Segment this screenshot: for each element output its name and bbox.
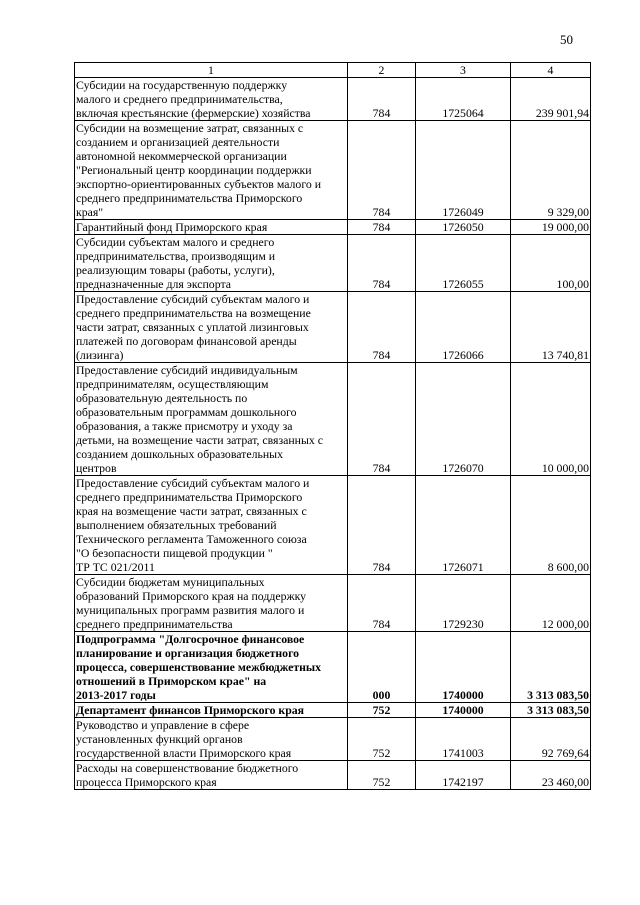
row-name: Субсидии субъектам малого и среднего предпринимательства, производящим и реализующим товары (работы, услуги), предназначенные для экспорта [75,235,348,292]
row-amount: 9 329,00 [511,121,591,220]
column-header-3: 3 [416,63,511,78]
row-amount: 3 313 083,50 [511,703,591,718]
row-amount: 19 000,00 [511,220,591,235]
row-amount: 239 901,94 [511,78,591,121]
row-name: Расходы на совершенствование бюджетного процесса Приморского края [75,761,348,790]
column-header-2: 2 [348,63,416,78]
row-target-code: 1726071 [416,476,511,575]
row-name: Департамент финансов Приморского края [75,703,348,718]
row-name: Руководство и управление в сфере установленных функций органов государственной власти Приморского края [75,718,348,761]
table-header-row [75,63,591,78]
row-target-code: 1726055 [416,235,511,292]
row-amount: 100,00 [511,235,591,292]
row-amount: 13 740,81 [511,292,591,363]
row-amount: 12 000,00 [511,575,591,632]
table-row [75,718,591,761]
row-ministry-code: 752 [348,703,416,718]
row-ministry-code: 000 [348,632,416,703]
row-ministry-code: 784 [348,235,416,292]
table-row [75,761,591,790]
row-amount: 23 460,00 [511,761,591,790]
table-row [75,575,591,632]
row-name: Субсидии на государственную поддержку малого и среднего предпринимательства, включая крестьянские (фермерские) хозяйства [75,78,348,121]
row-target-code: 1740000 [416,703,511,718]
page-number: 50 [560,32,573,47]
table-row [75,235,591,292]
row-ministry-code: 752 [348,718,416,761]
table-row-department [75,703,591,718]
row-ministry-code: 784 [348,363,416,476]
row-target-code: 1740000 [416,632,511,703]
row-name: Предоставление субсидий индивидуальным предпринимателям, осуществляющим образовательную деятельность по образовательным программам дошкольного образования, а также присмотру и уходу за детьми, на возмещение части затрат, связанных с созданием дошкольных образовательных центров [75,363,348,476]
row-amount: 92 769,64 [511,718,591,761]
table-body [75,78,591,790]
row-target-code: 1726066 [416,292,511,363]
row-name: Субсидии на возмещение затрат, связанных с созданием и организацией деятельности автономной некоммерческой организации "Региональный центр координации поддержки экспортно-ориентированных субъектов малого и среднего предпринимательства Приморского края" [75,121,348,220]
row-ministry-code: 784 [348,476,416,575]
row-ministry-code: 784 [348,121,416,220]
table-row-subprogram [75,632,591,703]
table-row [75,292,591,363]
row-ministry-code: 784 [348,575,416,632]
row-target-code: 1725064 [416,78,511,121]
row-amount: 3 313 083,50 [511,632,591,703]
table-row [75,476,591,575]
row-target-code: 1742197 [416,761,511,790]
row-target-code: 1729230 [416,575,511,632]
budget-table [74,62,591,790]
row-name: Субсидии бюджетам муниципальных образований Приморского края на поддержку муниципальных программ развития малого и среднего предпринимательства [75,575,348,632]
row-ministry-code: 752 [348,761,416,790]
row-target-code: 1726070 [416,363,511,476]
table-row [75,220,591,235]
column-header-1: 1 [75,63,348,78]
row-name: Предоставление субсидий субъектам малого и среднего предпринимательства на возмещение части затрат, связанных с уплатой лизинговых платежей по договорам финансовой аренды (лизинга) [75,292,348,363]
row-name: Подпрограмма "Долгосрочное финансовое планирование и организация бюджетного процесса, совершенствование межбюджетных отношений в Приморском крае" на 2013-2017 годы [75,632,348,703]
table-row [75,363,591,476]
row-ministry-code: 784 [348,220,416,235]
row-name: Гарантийный фонд Приморского края [75,220,348,235]
row-ministry-code: 784 [348,78,416,121]
row-target-code: 1726049 [416,121,511,220]
row-target-code: 1726050 [416,220,511,235]
row-ministry-code: 784 [348,292,416,363]
row-target-code: 1741003 [416,718,511,761]
table-row [75,121,591,220]
row-name: Предоставление субсидий субъектам малого и среднего предпринимательства Приморского края на возмещение части затрат, связанных с выполнением обязательных требований Технического регламента Таможенного союза "О безопасности пищевой продукции " ТР ТС 021/2011 [75,476,348,575]
table-row [75,78,591,121]
row-amount: 8 600,00 [511,476,591,575]
row-amount: 10 000,00 [511,363,591,476]
column-header-4: 4 [511,63,591,78]
